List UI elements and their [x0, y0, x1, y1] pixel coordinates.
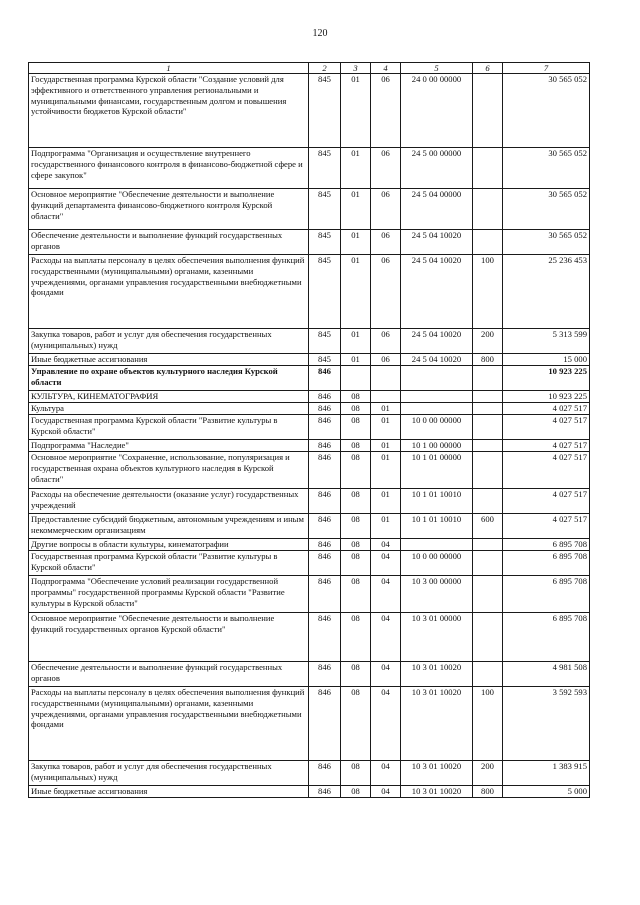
table-body	[29, 63, 590, 798]
cell-name: Государственная программа Курской области "Развитие культуры в Курской области"	[29, 415, 309, 440]
table-row	[29, 761, 590, 786]
cell-target-article	[401, 391, 473, 403]
cell-expense-type	[473, 662, 503, 687]
cell-grbs: 846	[309, 514, 341, 539]
cell-expense-type	[473, 440, 503, 452]
cell-expense-type: 800	[473, 786, 503, 798]
cell-target-article: 24 5 04 00000	[401, 189, 473, 230]
table-row	[29, 148, 590, 189]
cell-expense-type	[473, 230, 503, 255]
cell-amount: 30 565 052	[503, 74, 590, 148]
cell-subsection: 06	[371, 230, 401, 255]
cell-expense-type: 100	[473, 255, 503, 329]
cell-grbs: 846	[309, 489, 341, 514]
cell-amount: 3 592 593	[503, 687, 590, 761]
header-cell-grbs: 2	[309, 63, 341, 74]
cell-target-article: 10 1 01 00000	[401, 452, 473, 489]
cell-grbs: 846	[309, 761, 341, 786]
cell-section: 08	[341, 539, 371, 551]
cell-amount: 1 383 915	[503, 761, 590, 786]
cell-expense-type: 100	[473, 687, 503, 761]
cell-grbs: 846	[309, 391, 341, 403]
cell-section: 08	[341, 489, 371, 514]
cell-amount: 30 565 052	[503, 148, 590, 189]
cell-name: Обеспечение деятельности и выполнение функций государственных органов	[29, 662, 309, 687]
cell-target-article: 10 1 01 10010	[401, 514, 473, 539]
cell-grbs: 846	[309, 403, 341, 415]
cell-expense-type: 600	[473, 514, 503, 539]
table-row	[29, 329, 590, 354]
cell-section: 08	[341, 391, 371, 403]
table-header-row	[29, 63, 590, 74]
table-row	[29, 354, 590, 366]
cell-name: Управление по охране объектов культурного наследия Курской области	[29, 366, 309, 391]
cell-subsection: 06	[371, 255, 401, 329]
cell-grbs: 846	[309, 539, 341, 551]
cell-name: Культура	[29, 403, 309, 415]
cell-target-article: 24 5 04 10020	[401, 354, 473, 366]
cell-subsection: 04	[371, 662, 401, 687]
cell-grbs: 846	[309, 415, 341, 440]
page-number: 120	[312, 28, 328, 39]
cell-target-article: 10 3 01 10020	[401, 687, 473, 761]
cell-target-article: 10 1 00 00000	[401, 440, 473, 452]
cell-section: 01	[341, 148, 371, 189]
cell-grbs: 846	[309, 366, 341, 391]
cell-subsection	[371, 366, 401, 391]
header-cell-section: 3	[341, 63, 371, 74]
cell-subsection: 04	[371, 786, 401, 798]
cell-name: Другие вопросы в области культуры, кинематографии	[29, 539, 309, 551]
cell-subsection: 06	[371, 189, 401, 230]
cell-expense-type	[473, 189, 503, 230]
cell-section: 08	[341, 440, 371, 452]
header-cell-expense-type: 6	[473, 63, 503, 74]
cell-expense-type	[473, 148, 503, 189]
cell-section: 08	[341, 687, 371, 761]
cell-expense-type	[473, 415, 503, 440]
table-row	[29, 539, 590, 551]
cell-section: 01	[341, 255, 371, 329]
cell-name: Предоставление субсидий бюджетным, автономным учреждениям и иным некоммерческим организациям	[29, 514, 309, 539]
header-cell-subsection: 4	[371, 63, 401, 74]
cell-target-article: 10 0 00 00000	[401, 551, 473, 576]
cell-name: Расходы на обеспечение деятельности (оказание услуг) государственных учреждений	[29, 489, 309, 514]
table-row	[29, 391, 590, 403]
cell-name: Государственная программа Курской области "Создание условий для эффективного и ответственного управления региональными и муниципальными финансами, государственным долгом и повышения устойчивости бюджетов Курской области"	[29, 74, 309, 148]
cell-amount: 25 236 453	[503, 255, 590, 329]
cell-subsection	[371, 391, 401, 403]
cell-name: Закупка товаров, работ и услуг для обеспечения государственных (муниципальных) нужд	[29, 329, 309, 354]
table-row	[29, 440, 590, 452]
cell-section: 08	[341, 403, 371, 415]
cell-expense-type	[473, 74, 503, 148]
table-row	[29, 576, 590, 613]
cell-subsection: 04	[371, 539, 401, 551]
cell-expense-type	[473, 452, 503, 489]
cell-name: Подпрограмма "Организация и осуществление внутреннего государственного финансового контроля в финансово-бюджетной сфере и сфере закупок"	[29, 148, 309, 189]
cell-target-article: 24 5 04 10020	[401, 230, 473, 255]
cell-amount: 4 027 517	[503, 452, 590, 489]
cell-subsection: 01	[371, 514, 401, 539]
cell-target-article: 24 5 04 10020	[401, 255, 473, 329]
cell-grbs: 846	[309, 452, 341, 489]
table-row	[29, 255, 590, 329]
cell-grbs: 846	[309, 551, 341, 576]
cell-name: Подпрограмма "Обеспечение условий реализации государственной программы" государственной программы Курской области "Развитие культуры в Курской области"	[29, 576, 309, 613]
cell-section: 08	[341, 514, 371, 539]
cell-amount: 10 923 225	[503, 391, 590, 403]
cell-name: Основное мероприятие "Обеспечение деятельности и выполнение функций государственных органов Курской области"	[29, 613, 309, 662]
cell-section: 01	[341, 189, 371, 230]
table-row	[29, 452, 590, 489]
cell-subsection: 06	[371, 329, 401, 354]
cell-amount: 6 895 708	[503, 613, 590, 662]
table-row	[29, 489, 590, 514]
cell-expense-type	[473, 391, 503, 403]
table-row	[29, 366, 590, 391]
cell-grbs: 845	[309, 230, 341, 255]
cell-subsection: 01	[371, 440, 401, 452]
cell-amount: 15 000	[503, 354, 590, 366]
cell-target-article: 10 0 00 00000	[401, 415, 473, 440]
cell-amount: 4 027 517	[503, 514, 590, 539]
cell-target-article: 10 1 01 10010	[401, 489, 473, 514]
cell-amount: 4 027 517	[503, 415, 590, 440]
cell-grbs: 846	[309, 662, 341, 687]
cell-target-article: 10 3 01 00000	[401, 613, 473, 662]
cell-name: КУЛЬТУРА, КИНЕМАТОГРАФИЯ	[29, 391, 309, 403]
cell-subsection: 04	[371, 551, 401, 576]
cell-expense-type	[473, 613, 503, 662]
cell-section	[341, 366, 371, 391]
cell-subsection: 04	[371, 576, 401, 613]
cell-expense-type	[473, 551, 503, 576]
cell-amount: 6 895 708	[503, 539, 590, 551]
cell-section: 08	[341, 576, 371, 613]
cell-name: Основное мероприятие "Обеспечение деятельности и выполнение функций департамента финансово-бюджетного контроля Курской области"	[29, 189, 309, 230]
cell-section: 08	[341, 662, 371, 687]
table-row	[29, 230, 590, 255]
cell-grbs: 846	[309, 576, 341, 613]
cell-target-article: 10 3 01 10020	[401, 786, 473, 798]
header-cell-name: 1	[29, 63, 309, 74]
cell-subsection: 01	[371, 452, 401, 489]
cell-grbs: 846	[309, 786, 341, 798]
cell-section: 01	[341, 230, 371, 255]
cell-amount: 5 000	[503, 786, 590, 798]
cell-subsection: 04	[371, 613, 401, 662]
cell-section: 01	[341, 354, 371, 366]
budget-table	[28, 62, 590, 798]
cell-expense-type	[473, 539, 503, 551]
cell-expense-type: 200	[473, 761, 503, 786]
cell-amount: 30 565 052	[503, 189, 590, 230]
cell-subsection: 06	[371, 354, 401, 366]
cell-section: 08	[341, 415, 371, 440]
cell-amount: 4 027 517	[503, 440, 590, 452]
cell-target-article: 24 5 00 00000	[401, 148, 473, 189]
cell-name: Расходы на выплаты персоналу в целях обеспечения выполнения функций государственными (муниципальными) органами, казенными учреждениями, органами управления государственными внебюджетными фондами	[29, 687, 309, 761]
cell-amount: 30 565 052	[503, 230, 590, 255]
cell-subsection: 06	[371, 148, 401, 189]
table-row	[29, 662, 590, 687]
cell-subsection: 01	[371, 415, 401, 440]
cell-target-article	[401, 539, 473, 551]
cell-name: Расходы на выплаты персоналу в целях обеспечения выполнения функций государственными (муниципальными) органами, казенными учреждениями, органами управления государственными внебюджетными фондами	[29, 255, 309, 329]
cell-name: Подпрограмма "Наследие"	[29, 440, 309, 452]
table-row	[29, 786, 590, 798]
table-row	[29, 74, 590, 148]
cell-amount: 6 895 708	[503, 551, 590, 576]
cell-expense-type: 200	[473, 329, 503, 354]
cell-section: 01	[341, 74, 371, 148]
cell-name: Закупка товаров, работ и услуг для обеспечения государственных (муниципальных) нужд	[29, 761, 309, 786]
cell-subsection: 04	[371, 761, 401, 786]
cell-subsection: 06	[371, 74, 401, 148]
table-row	[29, 551, 590, 576]
cell-name: Иные бюджетные ассигнования	[29, 354, 309, 366]
table-row	[29, 687, 590, 761]
cell-grbs: 845	[309, 189, 341, 230]
cell-target-article	[401, 366, 473, 391]
cell-grbs: 845	[309, 329, 341, 354]
table-row	[29, 613, 590, 662]
cell-subsection: 01	[371, 489, 401, 514]
cell-amount: 10 923 225	[503, 366, 590, 391]
cell-expense-type	[473, 576, 503, 613]
cell-target-article: 10 3 00 00000	[401, 576, 473, 613]
cell-section: 01	[341, 329, 371, 354]
cell-section: 08	[341, 786, 371, 798]
cell-name: Государственная программа Курской области "Развитие культуры в Курской области"	[29, 551, 309, 576]
header-cell-target-article: 5	[401, 63, 473, 74]
table-row	[29, 403, 590, 415]
cell-name: Основное мероприятие "Сохранение, использование, популяризация и государственная охрана объектов культурного наследия в Курской области"	[29, 452, 309, 489]
cell-section: 08	[341, 452, 371, 489]
cell-section: 08	[341, 613, 371, 662]
cell-grbs: 846	[309, 613, 341, 662]
cell-target-article	[401, 403, 473, 415]
cell-grbs: 845	[309, 354, 341, 366]
cell-target-article: 24 0 00 00000	[401, 74, 473, 148]
cell-amount: 5 313 599	[503, 329, 590, 354]
cell-name: Иные бюджетные ассигнования	[29, 786, 309, 798]
cell-target-article: 24 5 04 10020	[401, 329, 473, 354]
table-row	[29, 189, 590, 230]
cell-target-article: 10 3 01 10020	[401, 662, 473, 687]
cell-grbs: 845	[309, 148, 341, 189]
table-row	[29, 415, 590, 440]
cell-amount: 6 895 708	[503, 576, 590, 613]
cell-expense-type	[473, 366, 503, 391]
cell-amount: 4 027 517	[503, 403, 590, 415]
cell-section: 08	[341, 761, 371, 786]
cell-target-article: 10 3 01 10020	[401, 761, 473, 786]
cell-amount: 4 027 517	[503, 489, 590, 514]
cell-name: Обеспечение деятельности и выполнение функций государственных органов	[29, 230, 309, 255]
cell-expense-type: 800	[473, 354, 503, 366]
cell-grbs: 846	[309, 687, 341, 761]
table-row	[29, 514, 590, 539]
cell-subsection: 01	[371, 403, 401, 415]
header-cell-amount: 7	[503, 63, 590, 74]
cell-subsection: 04	[371, 687, 401, 761]
cell-section: 08	[341, 551, 371, 576]
cell-expense-type	[473, 489, 503, 514]
cell-expense-type	[473, 403, 503, 415]
cell-grbs: 846	[309, 440, 341, 452]
cell-grbs: 845	[309, 255, 341, 329]
cell-grbs: 845	[309, 74, 341, 148]
cell-amount: 4 981 508	[503, 662, 590, 687]
